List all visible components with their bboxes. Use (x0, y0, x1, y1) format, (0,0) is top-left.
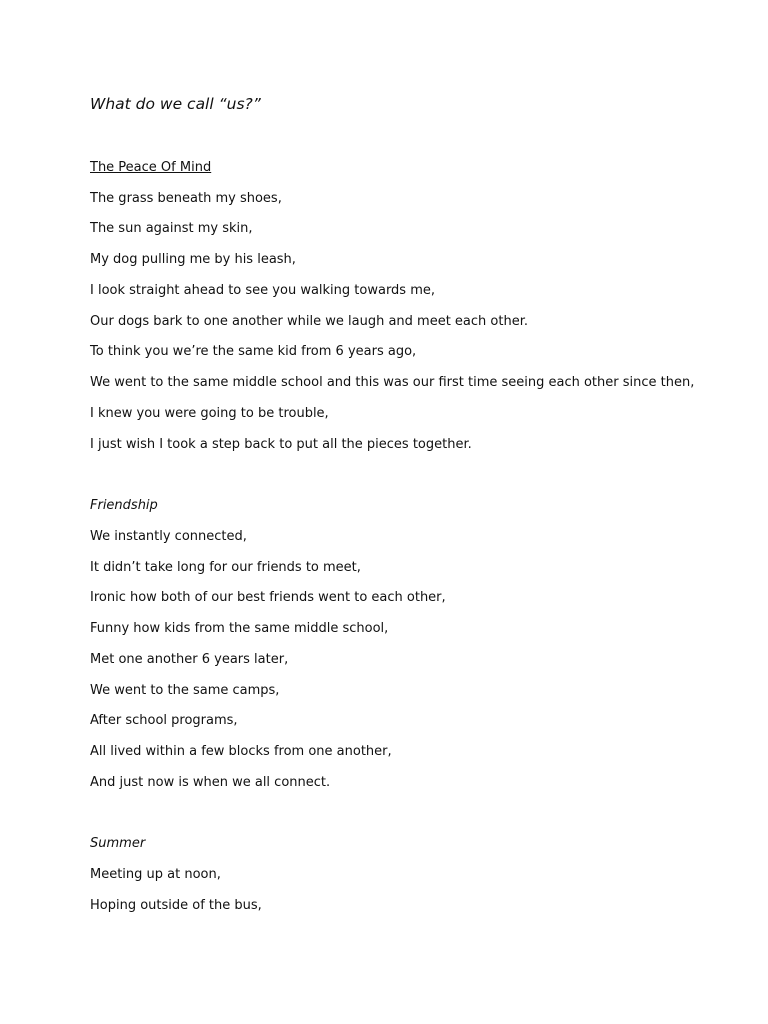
poem-line: I knew you were going to be trouble, (90, 406, 329, 421)
document-title: What do we call “us?” (90, 95, 261, 113)
poem-line: The grass beneath my shoes, (90, 191, 282, 206)
poem-line: And just now is when we all connect. (90, 775, 331, 790)
poem-line: We instantly connected, (90, 529, 247, 544)
section-heading-summer: Summer (90, 836, 146, 851)
poem-line: I look straight ahead to see you walking towards me, (90, 283, 436, 298)
poem-line: The sun against my skin, (90, 221, 253, 236)
poem-line: We went to the same camps, (90, 683, 280, 698)
poem-line: Ironic how both of our best friends went to each other, (90, 590, 446, 605)
poem-line: Met one another 6 years later, (90, 652, 289, 667)
poem-line: My dog pulling me by his leash, (90, 252, 296, 267)
poem-line: It didn’t take long for our friends to meet, (90, 560, 361, 575)
poem-line: All lived within a few blocks from one another, (90, 744, 392, 759)
poem-line: To think you we’re the same kid from 6 years ago, (90, 344, 417, 359)
section-heading-peace-of-mind: The Peace Of Mind (90, 160, 212, 175)
poem-line: After school programs, (90, 713, 238, 728)
poem-line: Meeting up at noon, (90, 867, 221, 882)
poem-line: Our dogs bark to one another while we laugh and meet each other. (90, 314, 528, 329)
poem-line: I just wish I took a step back to put all the pieces together. (90, 437, 472, 452)
poem-line: Hoping outside of the bus, (90, 898, 262, 913)
poem-line: Funny how kids from the same middle school, (90, 621, 389, 636)
poem-line: We went to the same middle school and this was our first time seeing each other since then, (90, 375, 695, 390)
section-heading-friendship: Friendship (90, 498, 158, 513)
